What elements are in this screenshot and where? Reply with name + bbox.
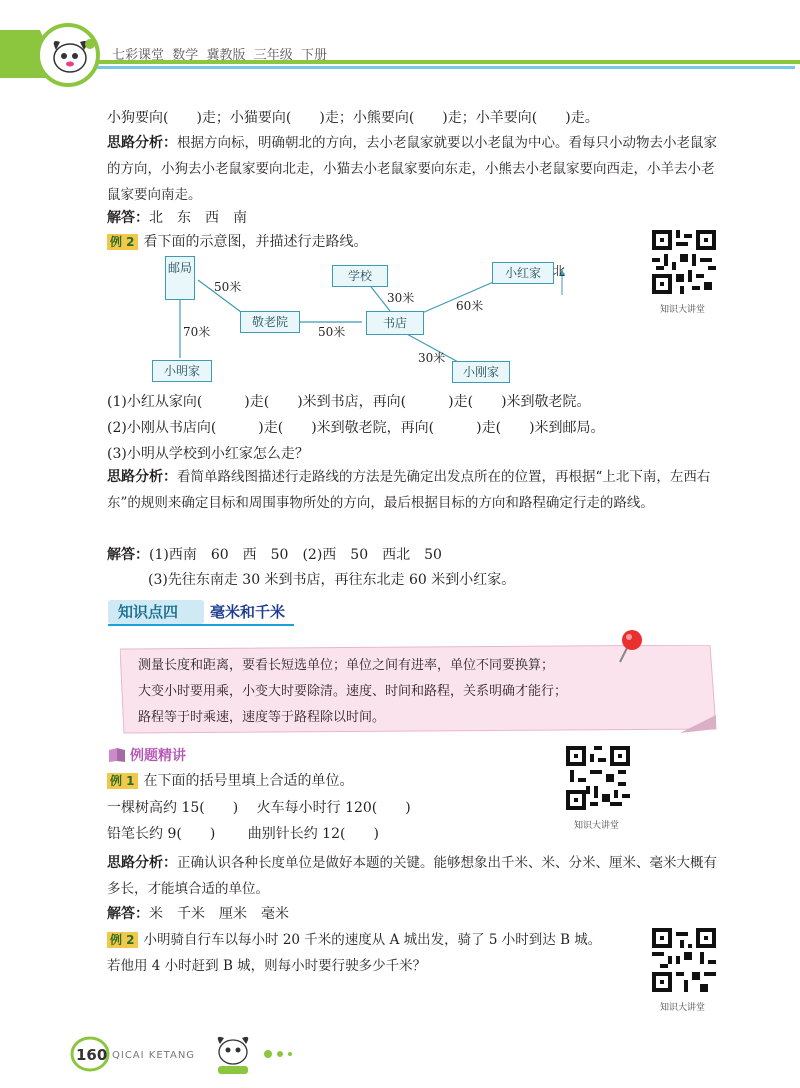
analysis-label: 思路分析： <box>107 135 177 151</box>
question-line: 小狗要向( )走；小猫要向( )走；小熊要向( )走；小羊要向( )走。 <box>107 110 599 126</box>
example-prompt: 看下面的示意图，并描述行走路线。 <box>143 234 368 250</box>
qr-label: 知识大讲堂 <box>660 305 706 315</box>
header-title: 七彩课堂 数学 冀教版 三年级 下册 <box>112 48 328 63</box>
edge-label-post-elder: 50米 <box>214 280 242 294</box>
example-2-heading <box>107 232 368 252</box>
qr-label: 知识大讲堂 <box>574 821 620 831</box>
answer-text: (1)西南 60 西 50 (2)西 50 西北 50 <box>149 547 442 563</box>
edge-label-book-hong: 60米 <box>456 299 484 313</box>
question-1: (1)小红从家向( )走( )米到书店，再向( )走( )米到敬老院。 <box>107 394 591 410</box>
qr-code[interactable] <box>652 928 716 992</box>
qr-code[interactable] <box>652 230 716 294</box>
answer-label: 解答： <box>107 210 149 226</box>
section-title: 毫米和千米 <box>210 603 286 621</box>
footer-brand: QICAI KETANG <box>112 1050 196 1061</box>
analysis-text: 根据方向标，明确朝北的方向，去小老鼠家就要以小老鼠为中心。看每只小动物去小老鼠家的方向，小狗去小老鼠家要向北走，小猫去小老鼠家要向东走，小熊去小老鼠家要向西走，小羊去小老鼠家要向南走。 <box>107 135 717 203</box>
example-tag: 例 2 <box>107 234 138 250</box>
analysis-label: 思路分析： <box>107 469 177 485</box>
answer-label: 解答： <box>107 547 149 563</box>
answer-line-2a <box>107 545 442 565</box>
example-1-heading <box>107 771 354 791</box>
answer-line-2b: (3)先往东南走 30 米到书店，再往东北走 60 米到小红家。 <box>148 572 516 588</box>
node-school: 学校 <box>332 265 388 287</box>
analysis-paragraph-1 <box>107 130 722 208</box>
question-3: (3)小明从学校到小红家怎么走？ <box>107 446 309 462</box>
example-prompt: 在下面的括号里填上合适的单位。 <box>143 773 354 789</box>
example-2-line-2: 若他用 4 小时赶到 B 城，则每小时要行驶多少千米？ <box>107 958 427 974</box>
book-icon <box>108 747 126 763</box>
section-underline <box>108 624 294 626</box>
example-1-row-1: 一棵树高约 15( ) 火车每小时行 120( ) <box>107 800 411 816</box>
answer-line-1 <box>107 208 247 228</box>
answer-text: 北 东 西 南 <box>149 210 247 226</box>
analysis-label: 思路分析： <box>107 855 177 871</box>
question-2: (2)小刚从书店向( )走( )米到敬老院，再向( )走( )米到邮局。 <box>107 420 605 436</box>
example-prompt: 小明骑自行车以每小时 20 千米的速度从 A 城出发，骑了 5 小时到达 B 城。 <box>143 932 602 948</box>
example-2-line-1 <box>107 930 601 950</box>
node-xiaohong-home: 小红家 <box>492 262 554 284</box>
edge-label-elder-book: 50米 <box>318 325 346 339</box>
analysis-text: 正确认识各种长度单位是做好本题的关键。能够想象出千米、米、分米、厘米、毫米大概有多长，才能填合适的单位。 <box>107 855 717 897</box>
analysis-text: 看简单路线图描述行走路线的方法是先确定出发点所在的位置，再根据“上北下南，左西右东”的规则来确定目标和周围事物所处的方向，最后根据目标的方向和路程确定行走的路线。 <box>107 469 711 511</box>
mascot-logo <box>40 26 100 86</box>
node-elder-home: 敬老院 <box>240 311 300 333</box>
node-xiaoming-home: 小明家 <box>152 360 212 382</box>
section-badge-text: 知识点四 <box>118 603 179 621</box>
example-tag: 例 1 <box>107 773 138 789</box>
page-number: 160 <box>76 1046 108 1064</box>
node-xiaogang-home: 小刚家 <box>452 361 510 383</box>
note-line-1: 测量长度和距离，要看长短选单位；单位之间有进率，单位不同要换算； <box>138 658 555 673</box>
qr-code[interactable] <box>566 746 630 810</box>
analysis-paragraph-3 <box>107 850 722 902</box>
node-post-office: 邮局 <box>165 256 195 300</box>
answer-text: 米 千米 厘米 毫米 <box>149 906 289 922</box>
edge-label-school-book: 30米 <box>387 291 415 305</box>
analysis-paragraph-2 <box>107 464 722 516</box>
qr-label: 知识大讲堂 <box>660 1003 706 1013</box>
north-label: 北 <box>553 264 566 278</box>
note-line-2: 大变小时要用乘，小变大时要除清。速度、时间和路程，关系明确才能行； <box>138 684 568 699</box>
example-tag: 例 2 <box>107 932 138 948</box>
examples-header: 例题精讲 <box>130 748 186 764</box>
footer-mascot <box>218 1037 249 1074</box>
answer-label: 解答： <box>107 906 149 922</box>
answer-line-3 <box>107 904 289 924</box>
node-bookstore: 书店 <box>366 311 424 335</box>
edge-label-post-ming: 70米 <box>183 325 211 339</box>
edge-label-book-gang: 30米 <box>418 351 446 365</box>
pushpin-icon <box>612 626 646 668</box>
note-line-3: 路程等于时乘速，速度等于路程除以时间。 <box>138 710 386 725</box>
example-1-row-2: 铅笔长约 9( ) 曲别针长约 12( ) <box>107 826 379 842</box>
